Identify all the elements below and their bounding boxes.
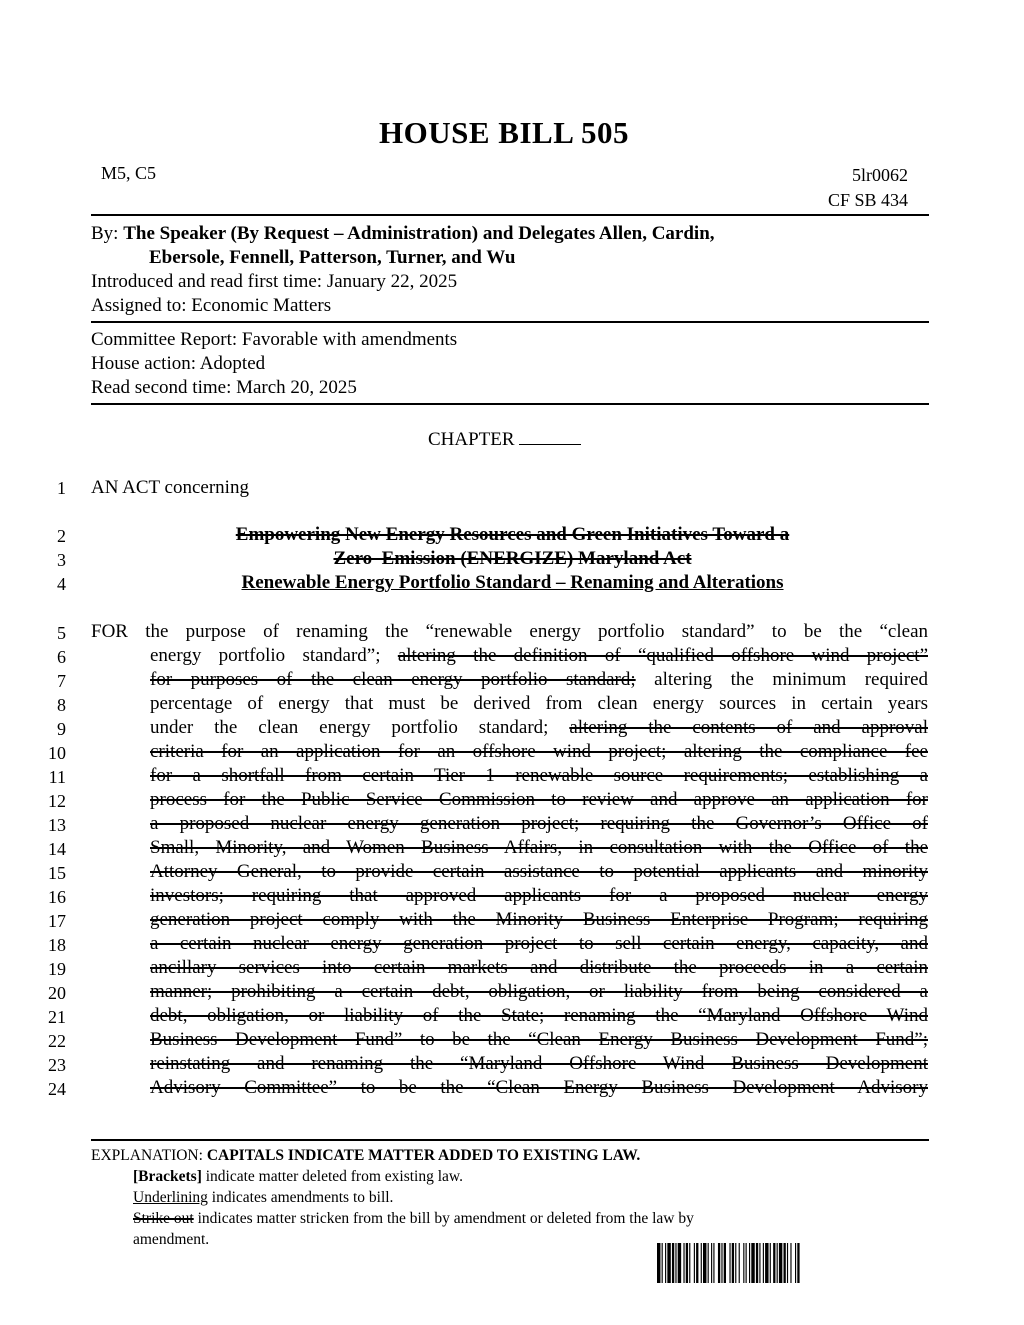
line-number: 7 (57, 671, 66, 691)
barcode-bar (763, 1243, 764, 1283)
barcode-bar (756, 1243, 758, 1283)
barcode-bar (779, 1243, 782, 1283)
bill-identifiers (828, 163, 908, 213)
barcode-bar (749, 1243, 750, 1283)
struck-short-title-1: Empowering New Energy Resources and Green Initiatives Toward a (235, 524, 790, 545)
new-short-title-text: Renewable Energy Portfolio Standard – Renaming and Alterations (241, 572, 784, 593)
line-number: 9 (57, 719, 66, 739)
barcode-bar (703, 1243, 706, 1283)
barcode-bar (678, 1243, 681, 1283)
explanation-line-5: amendment. (133, 1231, 210, 1248)
barcode-bar (787, 1243, 788, 1283)
assigned-line: Assigned to: Economic Matters (91, 295, 332, 316)
struck-line: criteria for an application for an offshore wind project; altering the compliance fee (150, 741, 928, 762)
barcode-bar (721, 1243, 722, 1283)
barcode-bar (713, 1243, 714, 1283)
line-number: 19 (48, 959, 66, 979)
barcode-bar (711, 1243, 712, 1283)
barcode-bar (667, 1243, 670, 1283)
strike-note: indicates matter stricken from the bill by amendment or deleted from the law by (193, 1210, 694, 1227)
struck-line: investors; requiring that approved applicants for a proposed nuclear energy (150, 885, 928, 906)
barcode-bar (797, 1243, 799, 1283)
line-number: 4 (57, 574, 66, 594)
purpose-line-6 (150, 645, 928, 667)
purpose-line-5: FOR the purpose of renaming the “renewable energy portfolio standard” to be the “clean (91, 621, 928, 642)
barcode-bar (665, 1243, 666, 1283)
barcode-bar (689, 1243, 690, 1283)
underlining-note: indicates amendments to bill. (207, 1189, 394, 1206)
line-number: 1 (57, 478, 66, 498)
line-number: 16 (48, 887, 66, 907)
barcode-bar (686, 1243, 688, 1283)
barcode-bar (696, 1243, 698, 1283)
purpose-line-7-struck: for purposes of the clean energy portfolio standard; (150, 669, 636, 690)
sponsors-line-1 (91, 222, 931, 246)
barcode-bar (770, 1243, 771, 1283)
barcode-bar (759, 1243, 760, 1283)
struck-line: ancillary services into certain markets and distribute the proceeds in a certain (150, 957, 928, 978)
by-label: By: (91, 223, 119, 244)
barcode-bar (708, 1243, 709, 1283)
barcode-bar (790, 1243, 791, 1283)
barcode-bar (724, 1243, 726, 1283)
sponsors-line-2 (91, 246, 931, 270)
sponsor-block (91, 222, 931, 318)
capitals-note: CAPITALS INDICATE MATTER ADDED TO EXISTING LAW. (206, 1147, 641, 1164)
brackets-word: [Brackets] (133, 1168, 202, 1185)
committee-report: Committee Report: Favorable with amendments (91, 329, 458, 350)
barcode-bar (718, 1243, 720, 1283)
line-number: 17 (48, 911, 66, 931)
sponsors-names-2: Ebersole, Fennell, Patterson, Turner, and Wu (149, 247, 516, 268)
barcode-bar (739, 1243, 740, 1283)
purpose-line-7-plain: altering the minimum required (635, 669, 929, 690)
struck-line: manner; prohibiting a certain debt, obligation, or liability from being considered a (150, 981, 928, 1002)
barcode-image (657, 1243, 905, 1283)
barcode-bar (751, 1243, 754, 1283)
purpose-line-6-struck: altering the definition of “qualified offshore wind project” (397, 645, 928, 666)
line-number: 20 (48, 983, 66, 1003)
explanation-line-3 (91, 1187, 851, 1208)
divider (91, 321, 929, 323)
struck-line: Advisory Committee” to be the “Clean Energy Business Development Advisory (150, 1077, 928, 1098)
struck-line: Business Development Fund” to be the “Clean Energy Business Development Fund”; (150, 1029, 928, 1050)
purpose-line-9-struck: altering the contents of and approval (569, 717, 928, 738)
line-number: 10 (48, 743, 66, 763)
line-number: 6 (57, 647, 66, 667)
barcode-bar (784, 1243, 786, 1283)
chapter-label: CHAPTER (428, 429, 515, 450)
barcode-bar (729, 1243, 730, 1283)
barcode-bar (735, 1243, 736, 1283)
line-number: 3 (57, 550, 66, 570)
barcode-bar (765, 1243, 768, 1283)
act-concerning: AN ACT concerning (91, 477, 249, 498)
divider (91, 403, 929, 405)
line-number: 21 (48, 1007, 66, 1027)
line-number: 18 (48, 935, 66, 955)
barcode-bar (746, 1243, 747, 1283)
line-number: 24 (48, 1079, 66, 1099)
barcode-bar (694, 1243, 695, 1283)
purpose-line-7 (150, 669, 928, 691)
purpose-line-9-plain: under the clean energy portfolio standard; (150, 717, 570, 738)
barcode-bar (675, 1243, 676, 1283)
struck-line: debt, obligation, or liability of the State; renaming the “Maryland Offshore Wind (150, 1005, 928, 1026)
barcode-bar (683, 1243, 684, 1283)
explanation-line-4 (91, 1208, 851, 1229)
line-number: 23 (48, 1055, 66, 1075)
barcode-bar (795, 1243, 796, 1283)
explanation-block (91, 1145, 851, 1250)
barcode-bar (773, 1243, 775, 1283)
underlining-word: Underlining (133, 1189, 208, 1206)
line-number: 8 (57, 695, 66, 715)
struck-line: reinstating and renaming the “Maryland Offshore Wind Business Development (150, 1053, 928, 1074)
line-number: 2 (57, 526, 66, 546)
barcode-bar (672, 1243, 674, 1283)
chapter-blank (519, 428, 581, 445)
brackets-note: indicate matter deleted from existing law. (201, 1168, 463, 1185)
explanation-line-1 (91, 1145, 851, 1166)
struck-line: a certain nuclear energy generation project to sell certain energy, capacity, and (150, 933, 928, 954)
line-number: 13 (48, 815, 66, 835)
sponsors-names-1: The Speaker (By Request – Administration) and Delegates Allen, Cardin, (123, 223, 715, 244)
barcode-bar (657, 1243, 660, 1283)
purpose-line-9 (150, 717, 928, 739)
barcode-bar (777, 1243, 778, 1283)
line-number: 15 (48, 863, 66, 883)
struck-line: a proposed nuclear energy generation project; requiring the Governor’s Office of (150, 813, 928, 834)
struck-line: process for the Public Service Commission to review and approve an application for (150, 789, 928, 810)
chapter-line (428, 428, 581, 451)
struck-line: Small, Minority, and Women Business Affairs, in consultation with the Office of the (150, 837, 928, 858)
new-short-title (91, 572, 934, 594)
introduced-line: Introduced and read first time: January 22, 2025 (91, 271, 458, 292)
barcode-bar (662, 1243, 663, 1283)
line-number: 12 (48, 791, 66, 811)
second-reading: Read second time: March 20, 2025 (91, 377, 357, 398)
line-number: 11 (48, 767, 66, 787)
bill-number: 5lr0062 (852, 165, 908, 185)
divider (91, 1139, 929, 1141)
committee-block (91, 328, 931, 400)
struck-short-title-2: Zero–Emission (ENERGIZE) Maryland Act (333, 548, 692, 569)
line-number: 22 (48, 1031, 66, 1051)
barcode-bar (732, 1243, 734, 1283)
barcode-bar (701, 1243, 702, 1283)
strike-word: Strike out (133, 1210, 194, 1227)
struck-line: Attorney General, to provide certain assistance to potential applicants and minority (150, 861, 928, 882)
struck-line: for a shortfall from certain Tier 1 renewable source requirements; establishing a (150, 765, 928, 786)
subject-codes: M5, C5 (101, 163, 157, 183)
line-number: 5 (57, 623, 66, 643)
divider (91, 214, 929, 216)
line-number: 14 (48, 839, 66, 859)
purpose-line-6-plain: energy portfolio standard”; (150, 645, 398, 666)
purpose-line-8: percentage of energy that must be derived from clean energy sources in certain years (150, 693, 928, 714)
explanation-label: EXPLANATION: (91, 1147, 203, 1164)
explanation-line-2 (91, 1166, 851, 1187)
struck-line: generation project comply with the Minority Business Enterprise Program; requiring (150, 909, 928, 930)
cross-file: CF SB 434 (827, 190, 908, 210)
barcode-bar (743, 1243, 744, 1283)
house-action: House action: Adopted (91, 353, 266, 374)
bill-title: HOUSE BILL 505 (379, 115, 629, 150)
